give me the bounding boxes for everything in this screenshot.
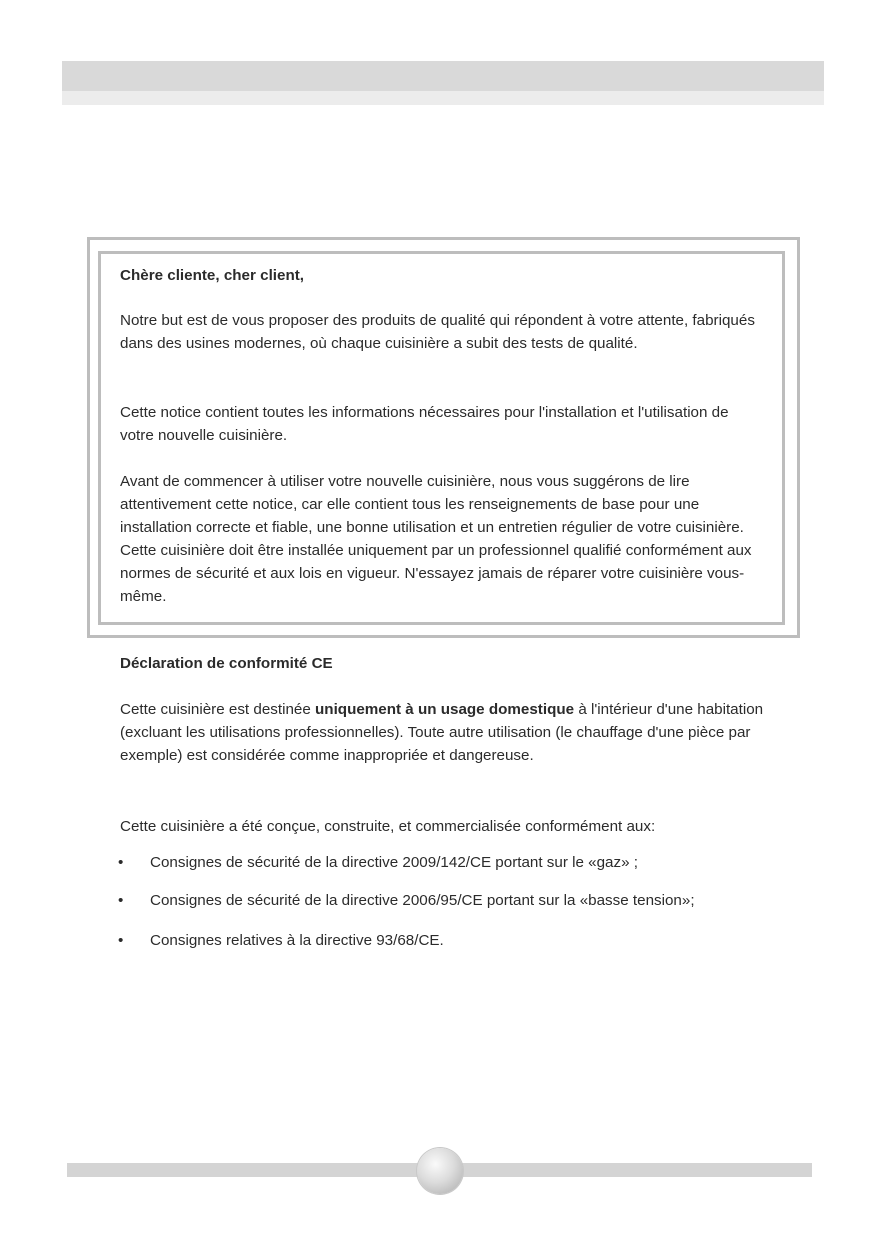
- notice-paragraph-1: Notre but est de vous proposer des produits de qualité qui répondent à votre attente, fabriqués dans des usines modernes, où chaque cuisinière a subit des tests de qualité.: [120, 312, 755, 352]
- declaration-paragraph-2: Cette cuisinière a été conçue, construite, et commercialisée conformément aux:: [120, 818, 656, 835]
- declaration-title: Déclaration de conformité CE: [120, 655, 333, 672]
- header-bar: [62, 61, 824, 91]
- page-number-circle: [417, 1148, 463, 1194]
- declaration-p1-text-end: à l'intérieur d'une habitation (excluant les utilisations professionnelles). Toute autre utilisation (le chauffage d'une pièce par exemple) est considérée comme inappropriée et dangereuse.: [120, 701, 764, 764]
- declaration-p1-text-start: Cette cuisinière est destinée: [120, 701, 316, 718]
- bullet-icon: •: [118, 932, 124, 949]
- notice-greeting: Chère cliente, cher client,: [120, 267, 305, 284]
- declaration-p1-emphasis: uniquement à un usage domestique: [315, 701, 575, 718]
- header-sub-bar: [62, 91, 824, 105]
- declaration-paragraph-1: [120, 698, 770, 767]
- directive-text: Consignes de sécurité de la directive 2009/142/CE portant sur le «gaz» ;: [150, 854, 638, 871]
- notice-paragraph-3: Avant de commencer à utiliser votre nouvelle cuisinière, nous vous suggérons de lire attentivement cette notice, car elle contient tous les renseignements de base pour une installation correcte et fiable, une bonne utilisation et un entretien régulier de votre cuisinière. Cette cuisinière doit être installée uniquement par un professionnel qualifié conformément aux normes de sécurité et aux lois en vigueur. N'essayez jamais de réparer votre cuisinière vous-même.: [120, 473, 752, 605]
- bullet-icon: •: [118, 854, 124, 871]
- notice-paragraph-2: Cette notice contient toutes les informations nécessaires pour l'installation et l'utilisation de votre nouvelle cuisinière.: [120, 404, 729, 444]
- directive-text: Consignes relatives à la directive 93/68/CE.: [150, 932, 444, 949]
- directive-text: Consignes de sécurité de la directive 2006/95/CE portant sur la «basse tension»;: [150, 892, 695, 909]
- bullet-icon: •: [118, 892, 124, 909]
